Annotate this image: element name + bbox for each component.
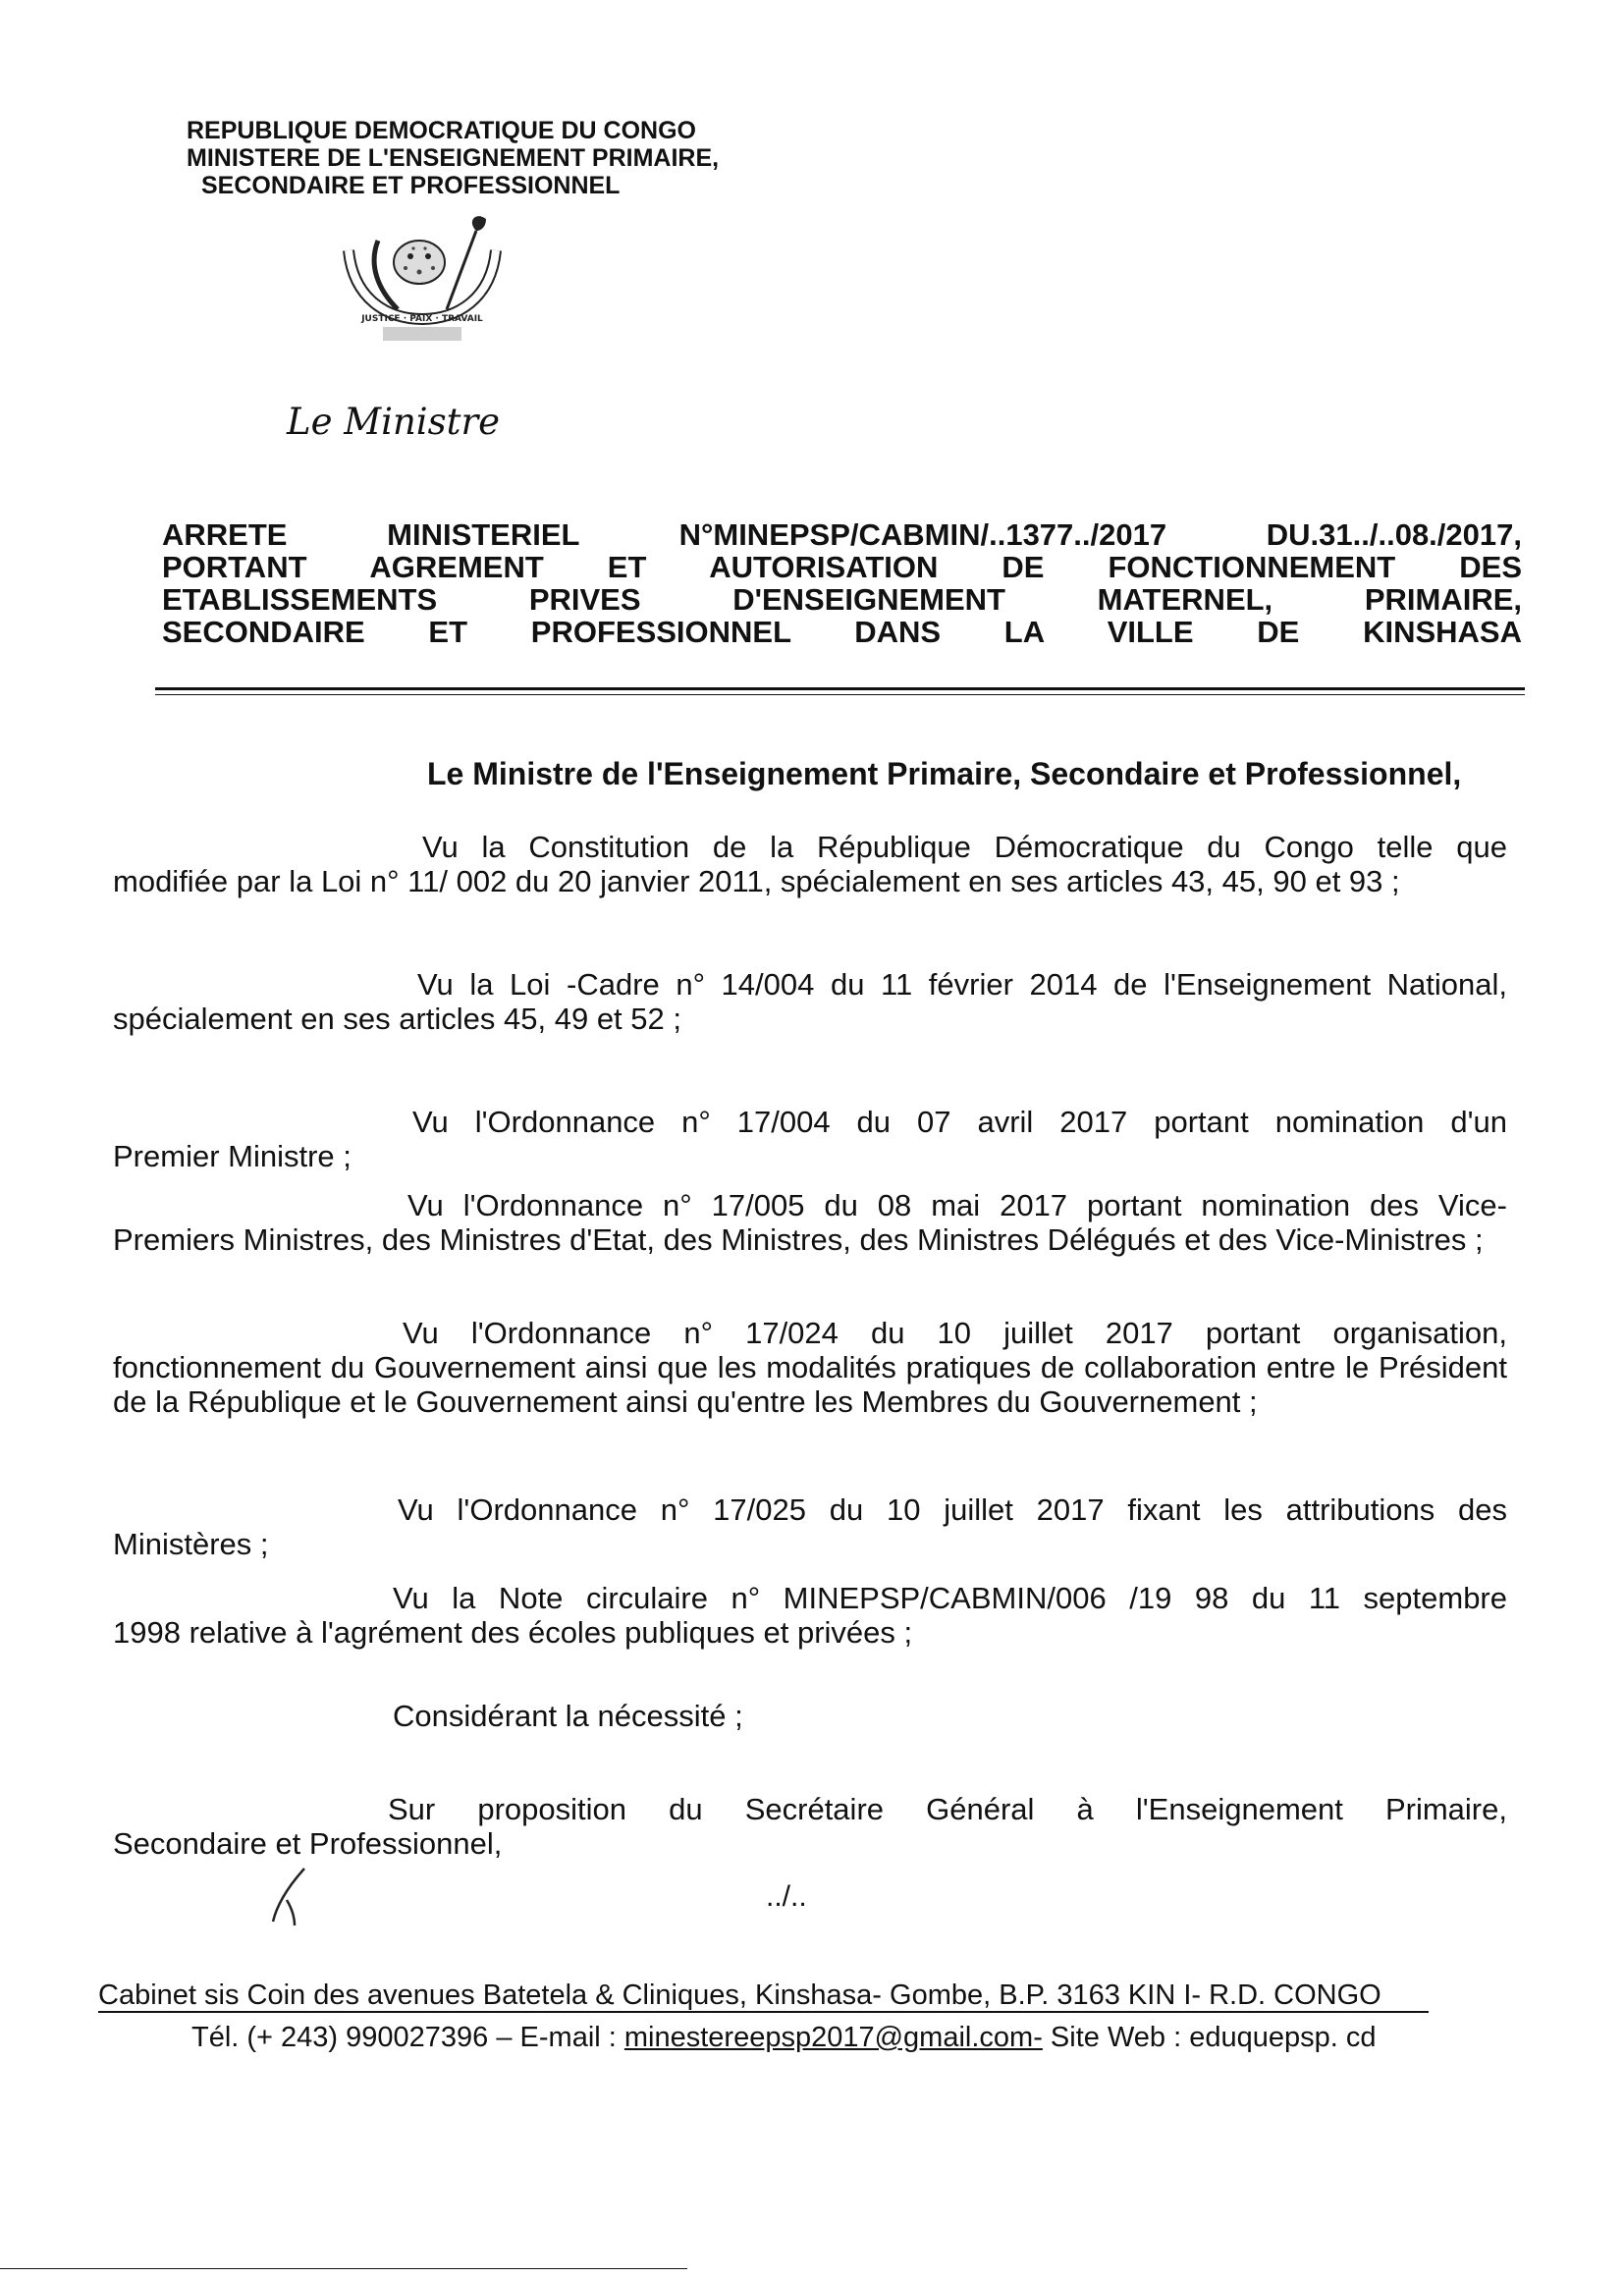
paragraph-first-line: Considérant la nécessité ; [393, 1699, 743, 1733]
paragraph-constitution [113, 830, 1507, 898]
paragraph-first-line: Vu l'Ordonnance n° 17/004 du 07 avril 2017 portant nomination d'un [412, 1105, 1507, 1139]
decree-title [162, 518, 1522, 648]
footer-email-link[interactable]: minestereepsp2017@gmail.com- [623, 2022, 1043, 2053]
title-underline-thin [155, 694, 1525, 695]
paragraph-rest: Secondaire et Professionnel, [113, 1826, 503, 1861]
paragraph-note-circulaire [113, 1581, 1507, 1650]
paragraph-first-line: Sur proposition du Secrétaire Général à l'Enseignement Primaire, [388, 1792, 1507, 1826]
paragraph-considerant [113, 1699, 1507, 1733]
paragraph-first-line: Vu l'Ordonnance n° 17/024 du 10 juillet 2017 portant organisation, [403, 1316, 1507, 1350]
handwritten-initial [265, 1861, 314, 1929]
paragraph-rest: spécialement en ses articles 45, 49 et 52 ; [113, 1002, 681, 1036]
header-republic: REPUBLIQUE DEMOCRATIQUE DU CONGO [187, 117, 696, 144]
coat-of-arms-emblem [329, 211, 515, 349]
paragraph-first-line: Vu la Constitution de la République Démocratique du Congo telle que [422, 830, 1507, 864]
paragraph-rest: fonctionnement du Gouvernement ainsi que les modalités pratiques de collaboration entre le Président de la République et le Gouvernement ainsi qu'entre les Membres du Gouvernement ; [113, 1350, 1507, 1419]
minister-heading: Le Ministre de l'Enseignement Primaire, Secondaire et Professionnel, [427, 756, 1462, 791]
header-ministry-cont: SECONDAIRE ET PROFESSIONNEL [201, 172, 621, 199]
paragraph-proposition [113, 1792, 1507, 1861]
paragraph-first-line: Vu la Loi -Cadre n° 14/004 du 11 février 2014 de l'Enseignement National, [417, 967, 1507, 1002]
footer-website: Site Web : eduquepsp. cd [1042, 2022, 1377, 2053]
paragraph-rest: 1998 relative à l'agrément des écoles publiques et privées ; [113, 1615, 913, 1650]
paragraph-rest: Premier Ministre ; [113, 1139, 352, 1173]
paragraph-first-line: Vu l'Ordonnance n° 17/025 du 10 juillet 2017 fixant les attributions des [398, 1492, 1507, 1527]
paragraph-ordonnance-17-004 [113, 1105, 1507, 1173]
title-underline-thick [155, 687, 1525, 690]
paragraph-ordonnance-17-025 [113, 1492, 1507, 1561]
paragraph-ordonnance-17-005 [113, 1188, 1507, 1257]
header-ministry: MINISTERE DE L'ENSEIGNEMENT PRIMAIRE, [187, 144, 720, 172]
paragraph-first-line: Vu l'Ordonnance n° 17/005 du 08 mai 2017 portant nomination des Vice- [407, 1188, 1507, 1222]
paragraph-rest: Premiers Ministres, des Ministres d'Etat, des Ministres, des Ministres Délégués et des Vice-Ministres ; [113, 1222, 1484, 1257]
footer-address: Cabinet sis Coin des avenues Batetela & Cliniques, Kinshasa- Gombe, B.P. 3163 KIN I- R.D. CONGO [98, 1980, 1381, 2011]
decree-title-line-1: ARRETE MINISTERIEL N°MINEPSP/CABMIN/..1377../2017 DU.31../..08./2017, [162, 517, 1522, 552]
minister-label: Le Ministre [287, 401, 501, 443]
footer-phone: Tél. (+ 243) 990027396 – E-mail : [191, 2022, 624, 2053]
paragraph-ordonnance-17-024 [113, 1316, 1507, 1419]
page-bottom-rule [0, 2268, 687, 2269]
paragraph-rest: modifiée par la Loi n° 11/ 002 du 20 janvier 2011, spécialement en ses articles 43, 45, 90 et 93 ; [113, 864, 1400, 898]
decree-title-line-3: ETABLISSEMENTS PRIVES D'ENSEIGNEMENT MATERNEL, PRIMAIRE, [162, 582, 1522, 617]
page-continuation-mark: ../.. [766, 1880, 807, 1913]
paragraph-first-line: Vu la Note circulaire n° MINEPSP/CABMIN/006 /19 98 du 11 septembre [393, 1581, 1507, 1615]
decree-title-line-4: SECONDAIRE ET PROFESSIONNEL DANS LA VILLE DE KINSHASA [162, 615, 1522, 649]
emblem-motto: JUSTICE · PAIX · TRAVAIL [361, 314, 483, 324]
footer-contact [191, 2021, 1468, 2054]
decree-title-line-2: PORTANT AGREMENT ET AUTORISATION DE FONCTIONNEMENT DES [162, 550, 1522, 584]
paragraph-rest: Ministères ; [113, 1527, 269, 1561]
paragraph-loi-cadre [113, 967, 1507, 1036]
